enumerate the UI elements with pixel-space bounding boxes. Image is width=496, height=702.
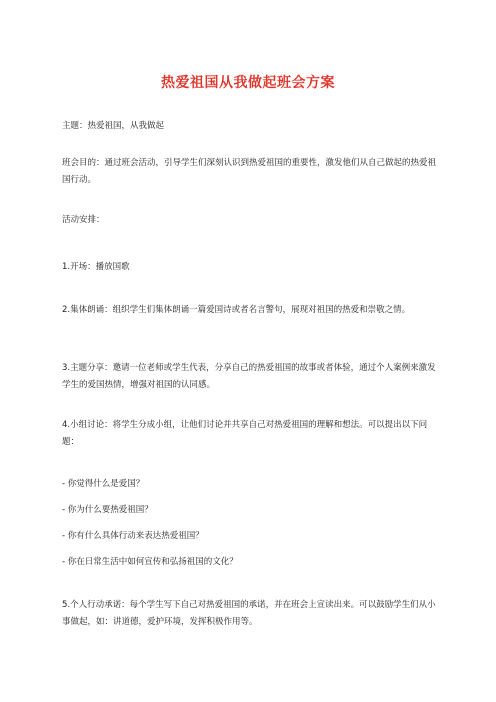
document-title: 热爱祖国从我做起班会方案 bbox=[161, 75, 335, 91]
step-2: 2.集体朗诵：组织学生们集体朗诵一篇爱国诗或者名言警句，展现对祖国的热爱和崇敬之情。 bbox=[62, 305, 411, 315]
theme-line: 主题：热爱祖国，从我做起 bbox=[62, 121, 165, 131]
step-1: 1.开场：播放国歌 bbox=[62, 262, 130, 272]
question-item: - 你为什么要热爱祖国？ bbox=[62, 505, 153, 515]
step-4: 4.小组讨论：将学生分成小组，让他们讨论并共享自己对热爱祖国的理解和想法。可以提出以下问题： bbox=[62, 420, 428, 447]
arrangement-heading: 活动安排： bbox=[62, 215, 105, 225]
question-item: - 你有什么具体行动来表达热爱祖国？ bbox=[62, 531, 204, 541]
purpose-paragraph: 班会目的：通过班会活动，引导学生们深刻认识到热爱祖国的重要性，激发他们从自己做起的热爱祖国行动。 bbox=[62, 158, 437, 185]
step-5: 5.个人行动承诺：每个学生写下自己对热爱祖国的承诺，并在班会上宣读出来。可以鼓励学生们从小事做起，如：讲道德，爱护环境，发挥积极作用等。 bbox=[62, 600, 436, 627]
question-item: - 你在日常生活中如何宣传和弘扬祖国的文化？ bbox=[62, 557, 238, 567]
question-item: - 你觉得什么是爱国？ bbox=[62, 479, 145, 489]
step-3: 3.主题分享：邀请一位老师或学生代表，分享自己的热爱祖国的故事或者体验，通过个人案例来激发学生的爱国热情，增强对祖国的认同感。 bbox=[62, 363, 436, 390]
